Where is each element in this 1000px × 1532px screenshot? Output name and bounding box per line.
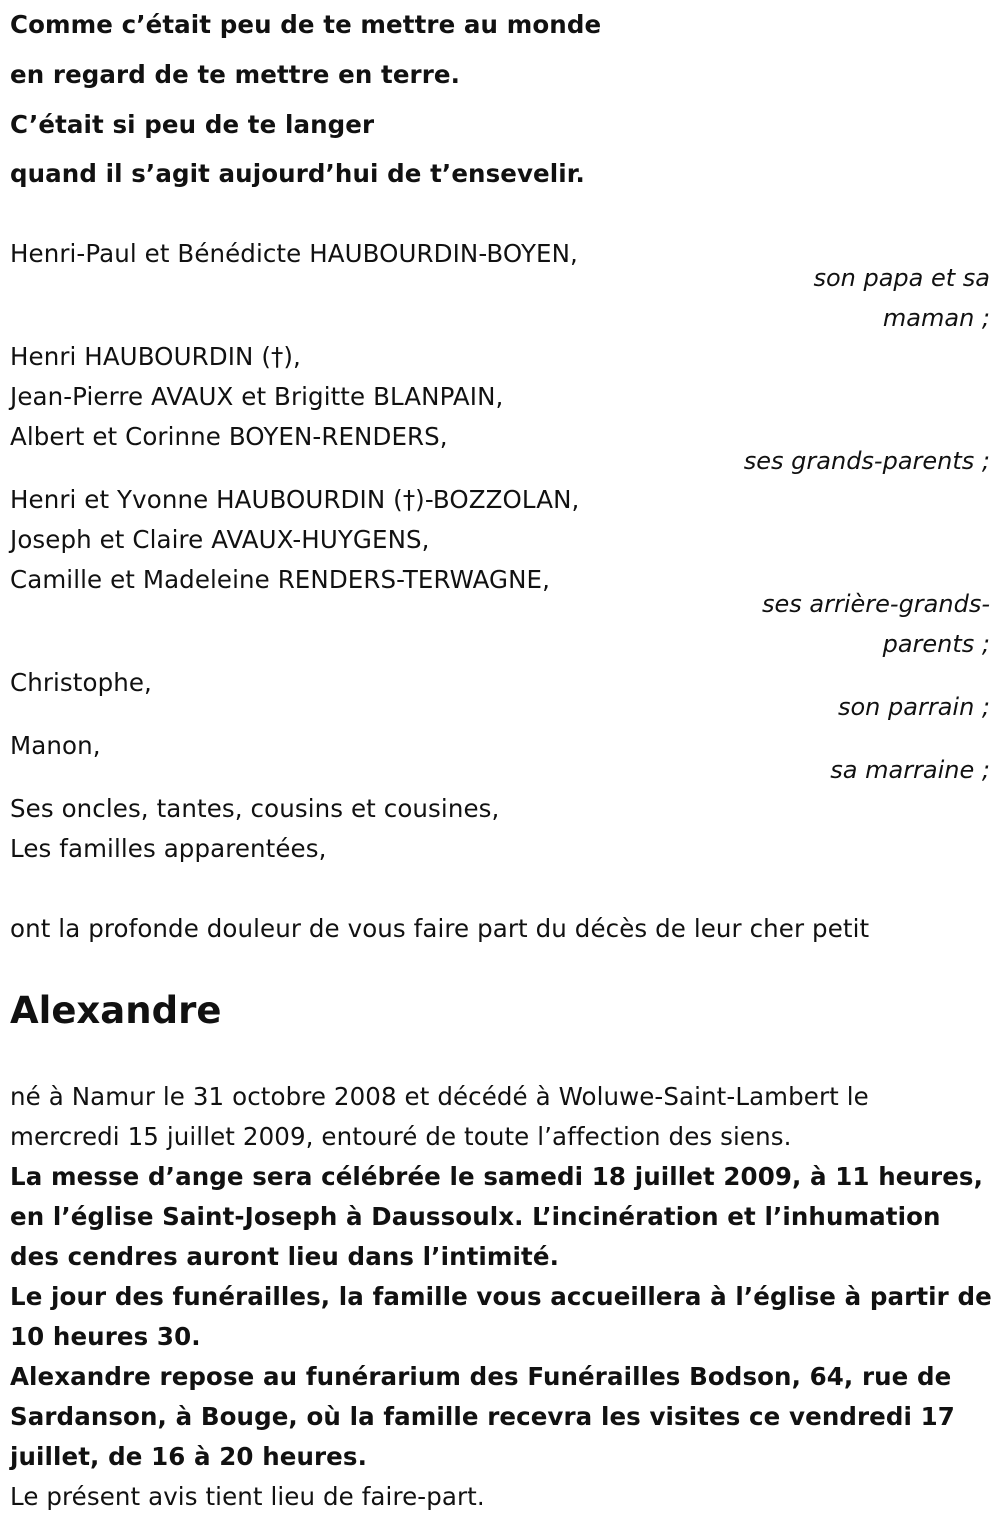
parents-names: Henri-Paul et Bénédicte HAUBOURDIN-BOYEN,	[10, 239, 578, 268]
details-line: en l’église Saint-Joseph à Daussoulx. L’incinération et l’inhumation	[10, 1202, 941, 1231]
grandparents-name: Henri HAUBOURDIN (†),	[10, 342, 301, 371]
godfather-role: son parrain ;	[837, 693, 990, 721]
details-line: mercredi 15 juillet 2009, entouré de toute l’affection des siens.	[10, 1122, 792, 1151]
details-line: Le présent avis tient lieu de faire-part.	[10, 1482, 485, 1511]
parents-role: son papa et sa	[813, 264, 990, 292]
parents-role: maman ;	[882, 304, 990, 332]
details-line: Le jour des funérailles, la famille vous accueillera à l’église à partir de	[10, 1282, 992, 1311]
godfather-name: Christophe,	[10, 668, 152, 697]
announcement: ont la profonde douleur de vous faire part du décès de leur cher petit	[10, 914, 870, 943]
grandparents-role: ses grands-parents ;	[743, 447, 990, 475]
poem-line: en regard de te mettre en terre.	[10, 60, 461, 89]
great-grandparents-role: parents ;	[882, 630, 990, 658]
godmother-role: sa marraine ;	[830, 756, 990, 784]
poem-line: quand il s’agit aujourd’hui de t’ensevelir.	[10, 159, 585, 188]
grandparents-name: Albert et Corinne BOYEN-RENDERS,	[10, 422, 448, 451]
poem-line: C’était si peu de te langer	[10, 110, 375, 139]
grandparents-name: Jean-Pierre AVAUX et Brigitte BLANPAIN,	[10, 382, 504, 411]
great-grandparents-role: ses arrière-grands-	[762, 590, 990, 618]
details-line: Alexandre repose au funérarium des Funérailles Bodson, 64, rue de	[10, 1362, 952, 1391]
great-grandparents-name: Joseph et Claire AVAUX-HUYGENS,	[10, 525, 430, 554]
poem-line: Comme c’était peu de te mettre au monde	[10, 10, 602, 39]
details-line: né à Namur le 31 octobre 2008 et décédé à Woluwe-Saint-Lambert le	[10, 1082, 869, 1111]
godmother-name: Manon,	[10, 731, 101, 760]
details-line: 10 heures 30.	[10, 1322, 201, 1351]
details-line: Sardanson, à Bouge, où la famille recevra les visites ce vendredi 17	[10, 1402, 955, 1431]
great-grandparents-name: Camille et Madeleine RENDERS-TERWAGNE,	[10, 565, 551, 594]
others-line: Les familles apparentées,	[10, 834, 327, 863]
details-line: La messe d’ange sera célébrée le samedi 18 juillet 2009, à 11 heures,	[10, 1162, 983, 1191]
great-grandparents-name: Henri et Yvonne HAUBOURDIN (†)-BOZZOLAN,	[10, 485, 580, 514]
deceased-name: Alexandre	[10, 989, 222, 1032]
details-line: des cendres auront lieu dans l’intimité.	[10, 1242, 559, 1271]
details-line: juillet, de 16 à 20 heures.	[10, 1442, 367, 1471]
others-line: Ses oncles, tantes, cousins et cousines,	[10, 794, 500, 823]
